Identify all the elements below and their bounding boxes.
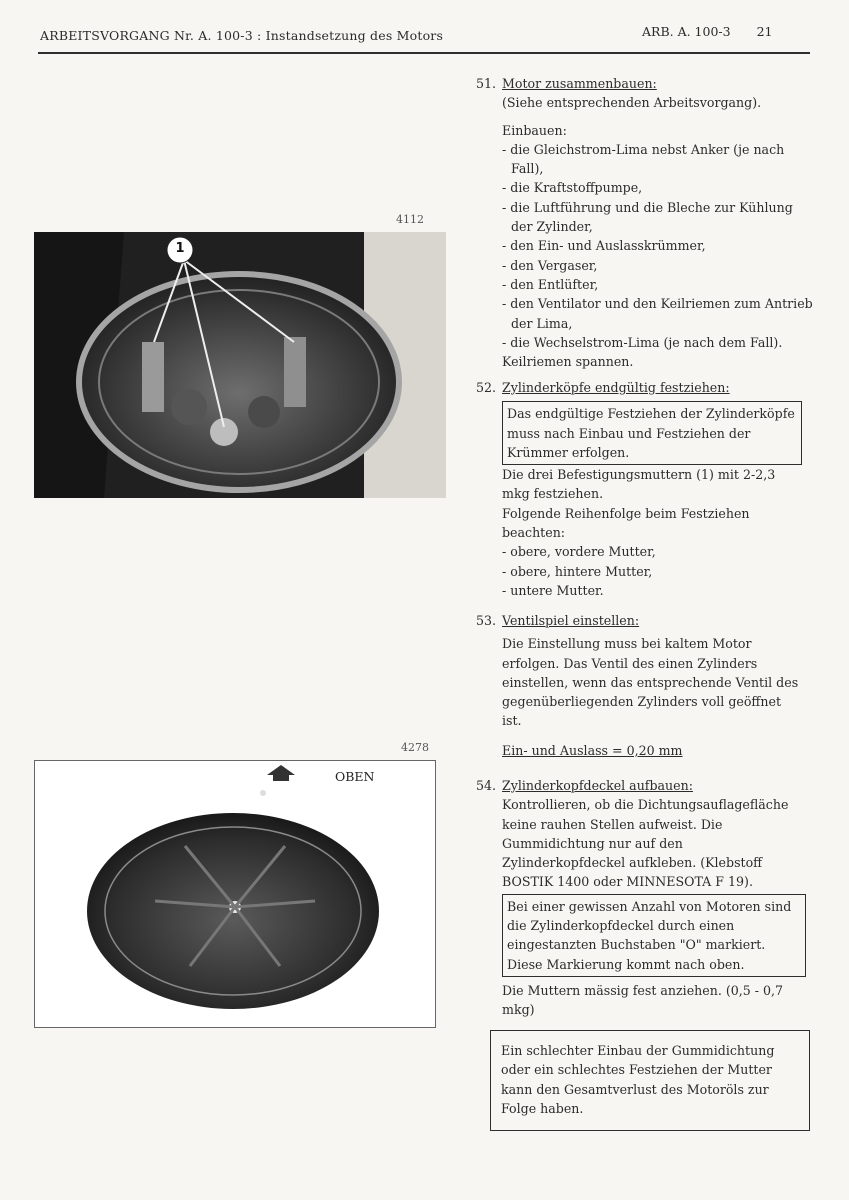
page-header-title: ARBEITSVORGANG Nr. A. 100-3 : Instandsetzung des Motors — [40, 28, 444, 43]
section-body: Die Einstellung muss bei kaltem Motor erfolgen. Das Ventil des einen Zylinders einstellen, wenn das entsprechende Ventil des gegenüberliegenden Zylinders voll geöffnet ist. — [502, 636, 799, 729]
list-item: - die Gleichstrom-Lima nebst Anker (je nach Fall), — [502, 141, 785, 177]
list-heading: Einbauen: — [502, 122, 567, 138]
figure-number-4112: 4112 — [396, 213, 424, 226]
section-title: Zylinderköpfe endgültig festziehen: — [502, 380, 730, 395]
section-number: 53. — [476, 613, 497, 628]
list-item: - obere, hintere Mutter, — [502, 563, 653, 579]
section-body: Kontrollieren, ob die Dichtungsauflagefläche keine rauhen Stellen aufweist. Die Gummidichtung nur auf den Zylinderkopfdeckel aufkleben. (Klebstoff BOSTIK 1400 oder MINNESOTA F 19). — [502, 797, 789, 890]
warning-box — [490, 1030, 810, 1131]
list-item: - den Vergaser, — [502, 257, 598, 273]
page-number: 21 — [756, 24, 773, 39]
list-item: - untere Mutter. — [502, 582, 604, 598]
list-item: - den Entlüfter, — [502, 276, 599, 292]
warning-text: Ein schlechter Einbau der Gummidichtung oder ein schlechtes Festziehen der Mutter kann den Gesamtverlust des Motoröls zur Folge haben. — [501, 1043, 775, 1116]
section-after: Die Muttern mässig fest anziehen. (0,5 - 0,7 mkg) — [502, 982, 784, 1018]
cylinder-head-photo — [34, 232, 446, 498]
section-title: Motor zusammenbauen: — [502, 76, 657, 91]
list-item: - den Ein- und Auslasskrümmer, — [502, 238, 706, 254]
figure-number-4278: 4278 — [401, 741, 429, 754]
oben-label: OBEN — [335, 769, 375, 784]
note-text: Bei einer gewissen Anzahl von Motoren sind die Zylinderkopfdeckel durch einen eingestanzten Buchstaben "O" markiert. — [507, 898, 792, 953]
page-header-ref — [636, 24, 772, 39]
note-box — [502, 894, 806, 977]
section-52 — [476, 378, 816, 600]
list-item: - die Wechselstrom-Lima (je nach dem Fall). — [502, 334, 783, 350]
order-heading: Folgende Reihenfolge beim Festziehen beachten: — [502, 505, 750, 541]
section-53 — [476, 611, 816, 760]
section-intro: (Siehe entsprechenden Arbeitsvorgang). — [502, 95, 762, 111]
list-item: - die Kraftstoffpumpe, — [502, 180, 643, 196]
section-title: Zylinderkopfdeckel aufbauen: — [502, 778, 693, 793]
note-text: Diese Markierung kommt nach oben. — [507, 956, 745, 972]
callout-1: 1 — [175, 241, 185, 256]
list-item: - obere, vordere Mutter, — [502, 544, 656, 560]
section-title: Ventilspiel einstellen: — [502, 613, 640, 628]
section-54 — [476, 776, 816, 1020]
warning-section — [490, 1030, 810, 1131]
section-closing: Keilriemen spannen. — [502, 354, 634, 370]
section-51 — [476, 74, 816, 371]
header-reference: ARB. A. 100-3 — [642, 24, 731, 39]
section-number: 51. — [476, 76, 497, 91]
section-body: Die drei Befestigungsmuttern (1) mit 2-2,3 mkg festziehen. — [502, 467, 776, 502]
valve-clearance-spec: Ein- und Auslass = 0,20 mm — [502, 742, 683, 758]
section-number: 52. — [476, 380, 497, 395]
cover-gasket-photo — [34, 760, 436, 1028]
list-item: - den Ventilator und den Keilriemen zum Antrieb der Lima, — [502, 296, 813, 331]
list-item: - die Luftführung und die Bleche zur Kühlung der Zylinder, — [502, 199, 793, 235]
section-number: 54. — [476, 778, 497, 793]
note-box: Das endgültige Festziehen der Zylinderköpfe muss nach Einbau und Festziehen der Krümmer erfolgen. — [502, 401, 802, 465]
header-rule — [38, 52, 810, 54]
